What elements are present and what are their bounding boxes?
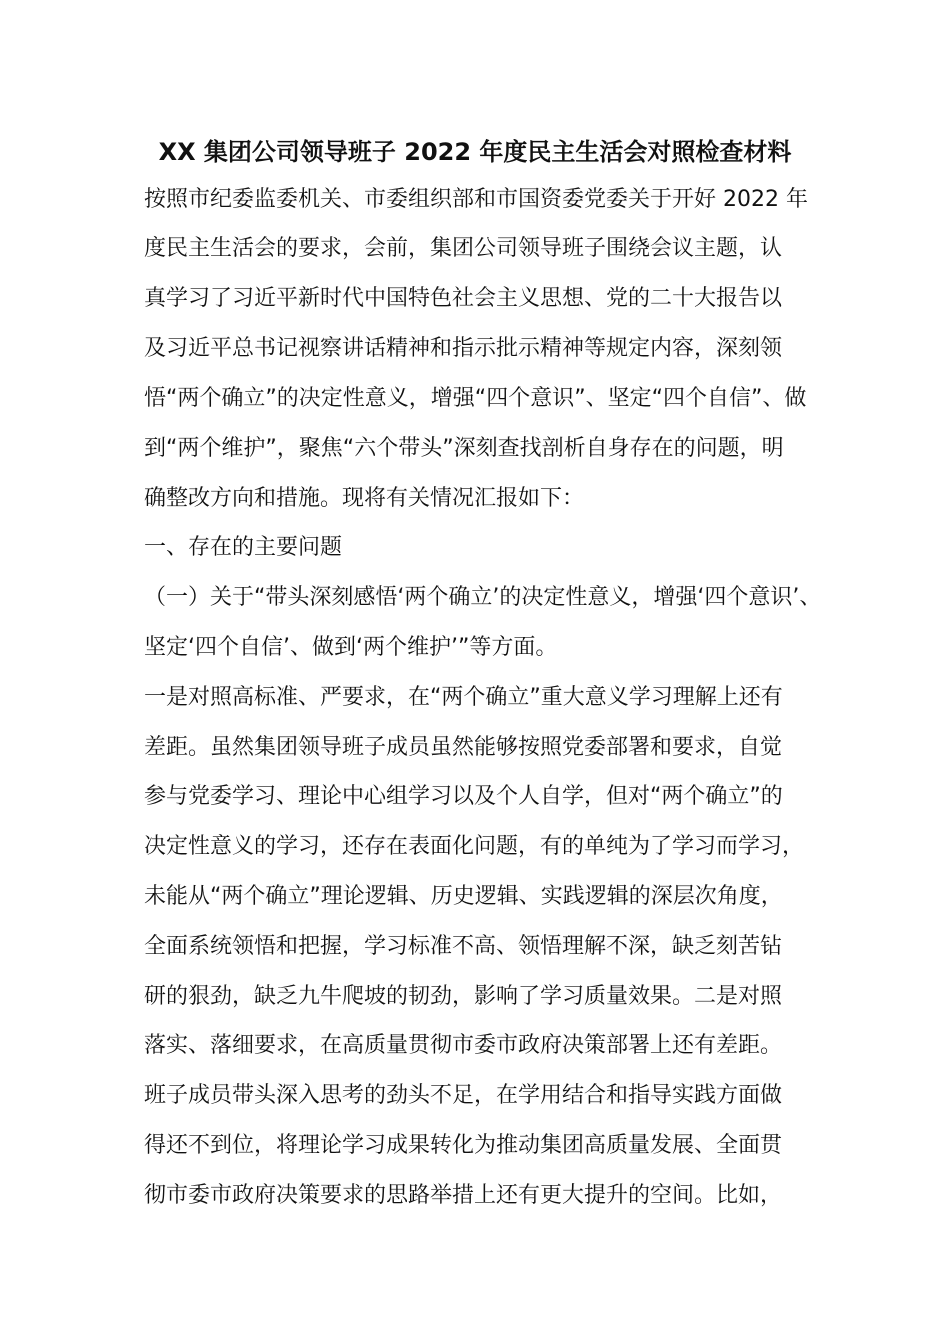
document-title: XX 集团公司领导班子 2022 年度民主生活会对照检查材料	[158, 138, 792, 166]
subsection-heading: 坚定‘四个自信’、做到‘两个维护’”等方面。	[144, 635, 558, 660]
paragraph-line: 班子成员带头深入思考的劲头不足，在学用结合和指导实践方面做	[144, 1083, 783, 1108]
paragraph-line: 及习近平总书记视察讲话精神和指示批示精神等规定内容，深刻领	[144, 336, 783, 361]
subsection-heading: （一）关于“带头深刻感悟‘两个确立’的决定性意义，增强‘四个意识’、	[144, 585, 822, 610]
paragraph-line: 彻市委市政府决策要求的思路举措上还有更大提升的空间。比如，	[144, 1183, 783, 1208]
paragraph-line: 确整改方向和措施。现将有关情况汇报如下：	[144, 486, 585, 511]
paragraph-line: 未能从“两个确立”理论逻辑、历史逻辑、实践逻辑的深层次角度，	[144, 884, 783, 909]
paragraph-line: 研的狠劲，缺乏九牛爬坡的韧劲，影响了学习质量效果。二是对照	[144, 984, 783, 1009]
paragraph-line: 全面系统领悟和把握，学习标准不高、领悟理解不深，缺乏刻苦钻	[144, 934, 783, 959]
paragraph-line: 真学习了习近平新时代中国特色社会主义思想、党的二十大报告以	[144, 286, 783, 311]
paragraph-line: 悟“两个确立”的决定性意义，增强“四个意识”、坚定“四个自信”、做	[144, 386, 807, 411]
paragraph-line: 参与党委学习、理论中心组学习以及个人自学，但对“两个确立”的	[144, 784, 783, 809]
paragraph-line: 得还不到位，将理论学习成果转化为推动集团高质量发展、全面贯	[144, 1133, 783, 1158]
paragraph-line: 按照市纪委监委机关、市委组织部和市国资委党委关于开好 2022 年	[144, 187, 808, 212]
paragraph-line: 落实、落细要求，在高质量贯彻市委市政府决策部署上还有差距。	[144, 1033, 783, 1058]
paragraph-line: 到“两个维护”，聚焦“六个带头”深刻查找剖析自身存在的问题，明	[144, 436, 784, 461]
paragraph-line: 决定性意义的学习，还存在表面化问题，有的单纯为了学习而学习，	[144, 834, 805, 859]
paragraph-line: 差距。虽然集团领导班子成员虽然能够按照党委部署和要求，自觉	[144, 735, 783, 760]
paragraph-line: 度民主生活会的要求，会前，集团公司领导班子围绕会议主题，认	[144, 236, 783, 261]
section-heading: 一、存在的主要问题	[144, 535, 343, 560]
paragraph-line: 一是对照高标准、严要求，在“两个确立”重大意义学习理解上还有	[144, 685, 783, 710]
